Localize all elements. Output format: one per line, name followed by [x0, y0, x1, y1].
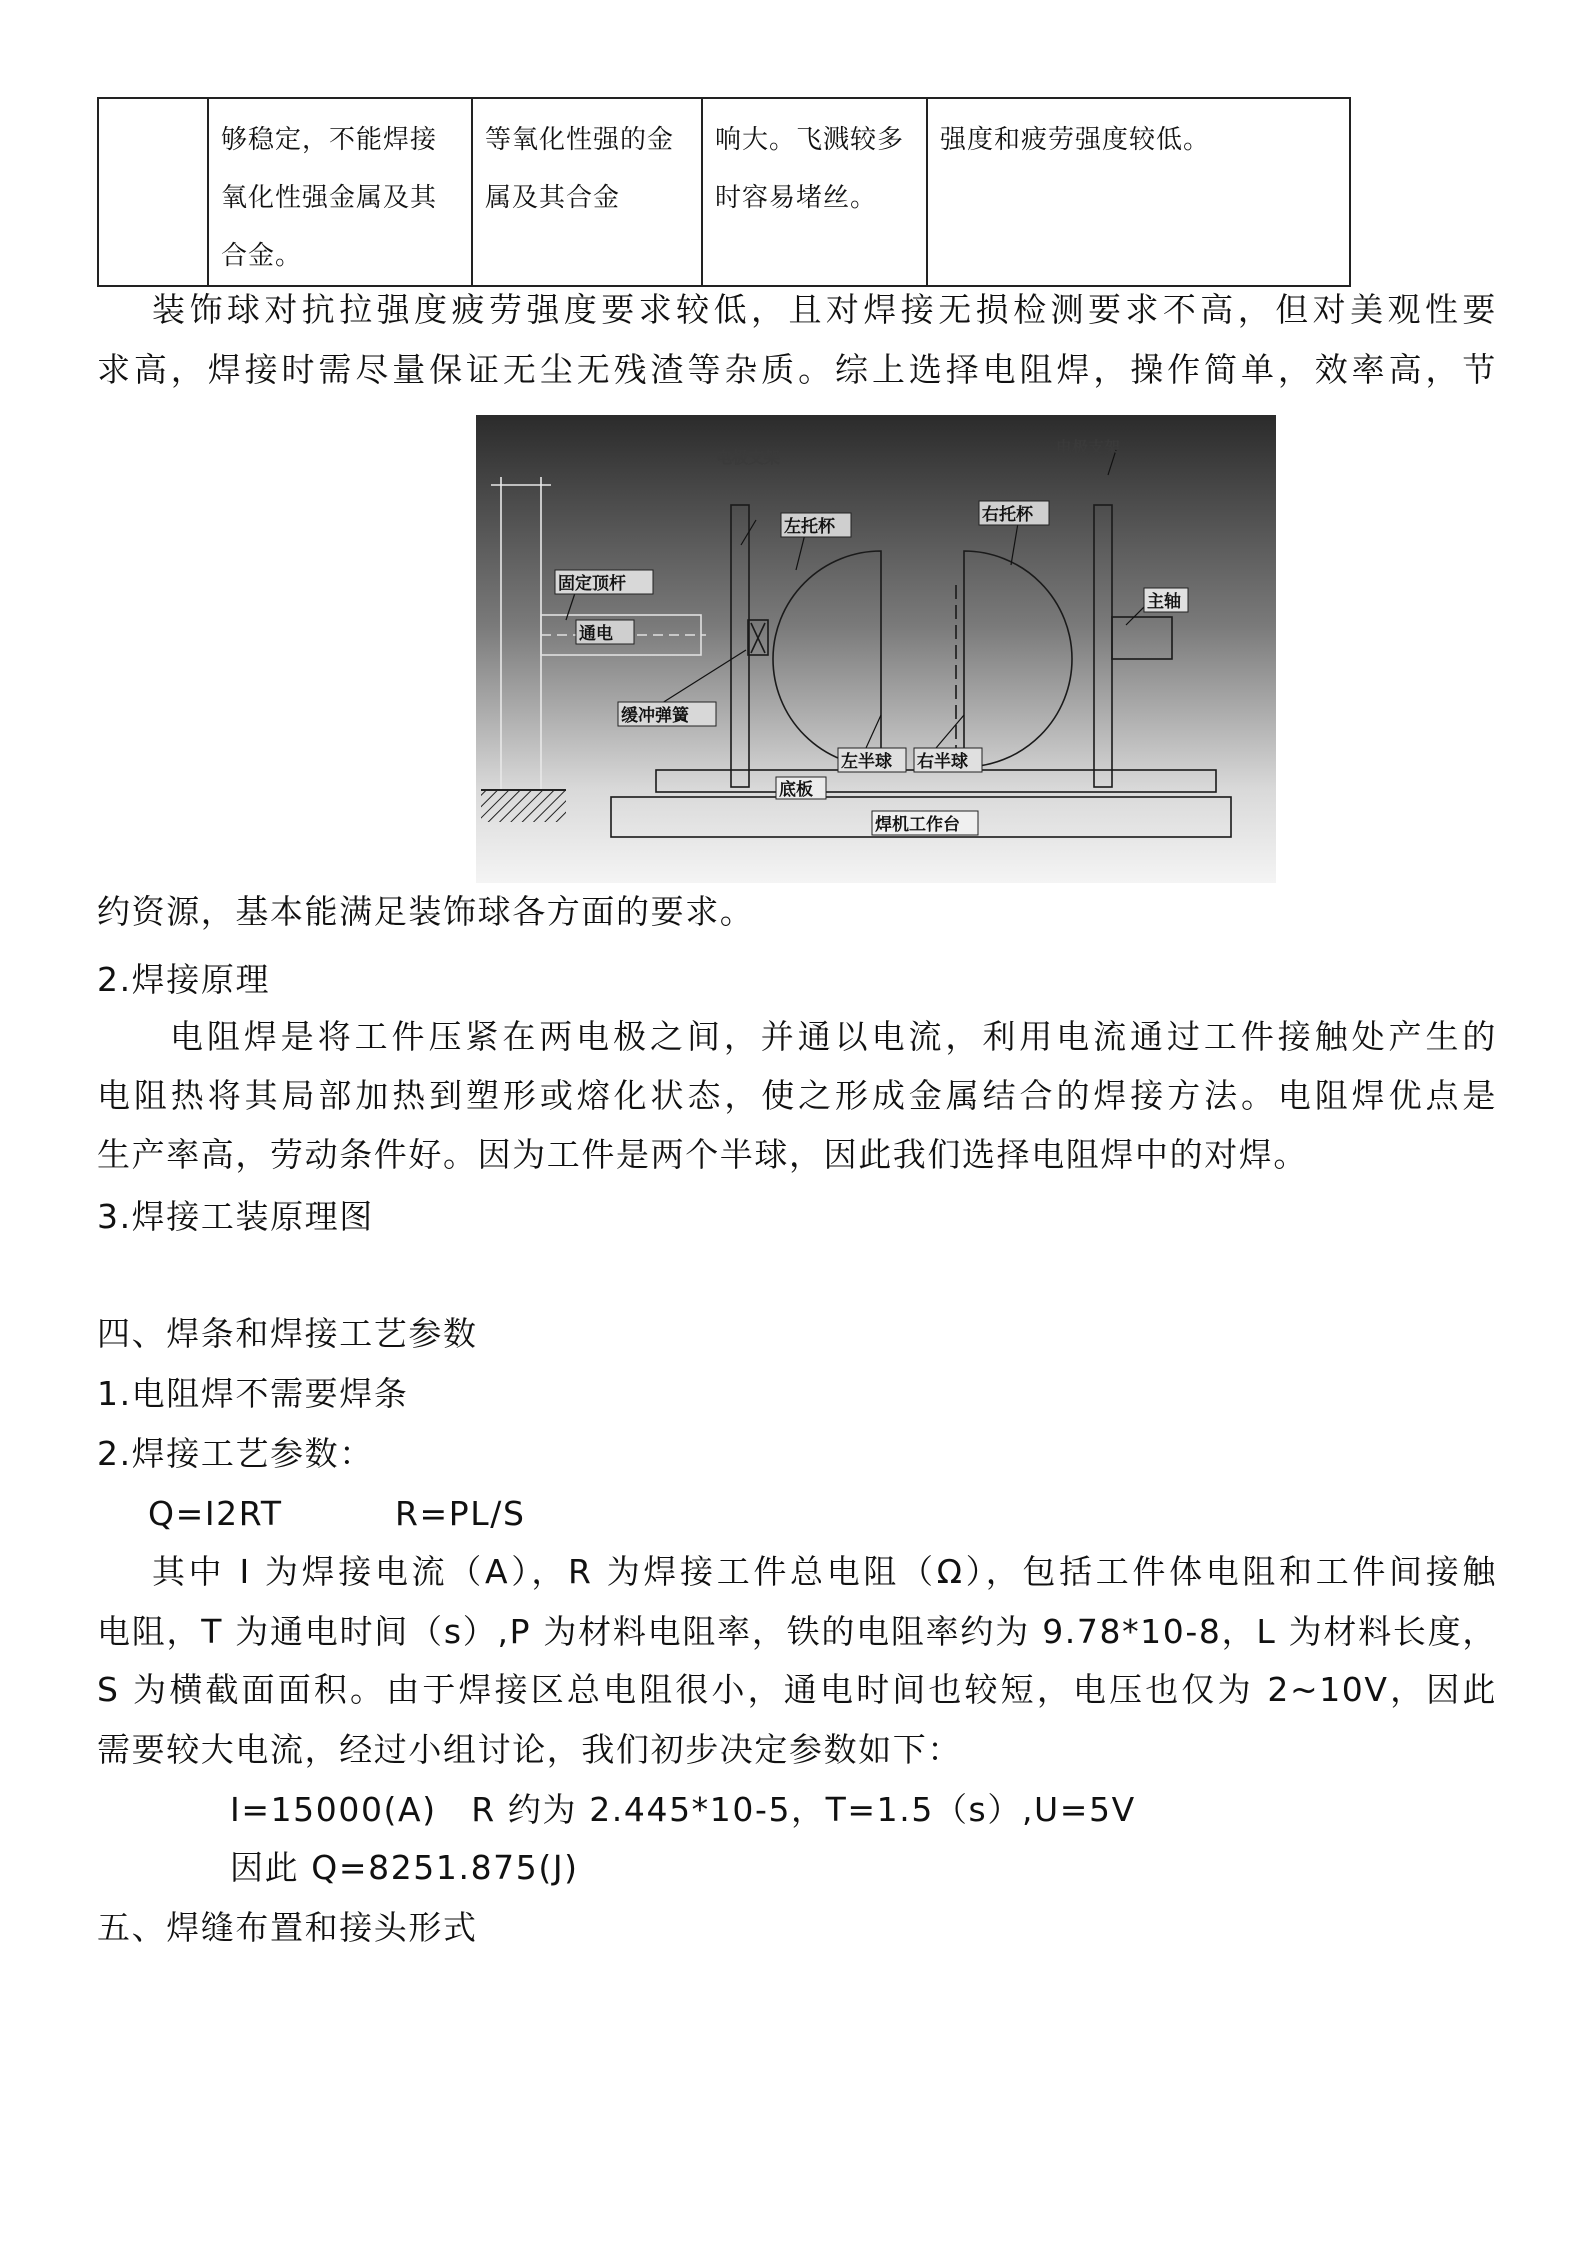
formula: Q=I2RT [148, 1494, 283, 1533]
paragraph-line: 电阻焊是将工件压紧在两电极之间，并通以电流，利用电流通过工件接触处产生的 [170, 1017, 1497, 1056]
formula: R=PL/S [395, 1494, 526, 1533]
paragraph-line: 装饰球对抗拉强度疲劳强度要求较低，且对焊接无损检测要求不高，但对美观性要 [152, 290, 1497, 329]
parameters-line: I=15000(A) R 约为 2.445*10-5，T=1.5（s）,U=5V [230, 1790, 1136, 1829]
paragraph-line: 其中 I 为焊接电流（A），R 为焊接工件总电阻（Ω），包括工件体电阻和工件间接触 [152, 1552, 1497, 1591]
label-buffer-spring: 缓冲弹簧 [621, 706, 689, 726]
label-left-post: 电极支架 [716, 448, 781, 467]
paragraph-line: 求高，焊接时需尽量保证无尘无残渣等杂质。综上选择电阻焊，操作简单，效率高，节 [97, 350, 1497, 389]
paragraph-line: 生产率高，劳动条件好。因为工件是两个半球，因此我们选择电阻焊中的对焊。 [97, 1135, 1308, 1174]
label-main-shaft: 主轴 [1147, 592, 1181, 612]
list-item: 2.焊接工艺参数： [97, 1434, 374, 1473]
paragraph-line: 电阻，T 为通电时间（s）,P 为材料电阻率，铁的电阻率约为 9.78*10-8，L 为材料长度， [97, 1612, 1497, 1651]
paragraph-line: 约资源，基本能满足装饰球各方面的要求。 [97, 892, 755, 931]
paragraph-line: 需要较大电流，经过小组讨论，我们初步决定参数如下： [97, 1730, 962, 1769]
label-fixed-rod: 固定顶杆 [558, 574, 626, 594]
table-row [98, 98, 1350, 286]
list-item: 1.电阻焊不需要焊条 [97, 1374, 409, 1413]
label-right-holder: 右托杯 [982, 505, 1033, 525]
table-cell: 强度和疲劳强度较低。 [927, 98, 1350, 286]
table-cell: 够稳定，不能焊接氧化性强金属及其合金。 [208, 98, 472, 286]
label-left-holder: 左托杯 [784, 517, 835, 537]
table-cell: 等氧化性强的金属及其合金 [472, 98, 702, 286]
label-power: 通电 [579, 624, 613, 644]
section-heading: 3.焊接工装原理图 [97, 1197, 374, 1236]
ground-hatch [481, 790, 566, 822]
result-line: 因此 Q=8251.875(J) [230, 1848, 579, 1887]
paragraph-line: S 为横截面面积。由于焊接区总电阻很小，通电时间也较短，电压也仅为 2~10V，因此 [97, 1670, 1497, 1709]
comparison-table-fragment [97, 97, 1351, 287]
label-right-hemisphere: 右半球 [917, 752, 968, 772]
label-left-hemisphere: 左半球 [841, 752, 892, 772]
welding-fixture-diagram [476, 415, 1276, 883]
section-heading: 五、焊缝布置和接头形式 [97, 1908, 478, 1947]
table-cell: 响大。飞溅较多时容易堵丝。 [702, 98, 927, 286]
label-base-plate: 底板 [779, 780, 813, 800]
paragraph-line: 电阻热将其局部加热到塑形或熔化状态，使之形成金属结合的焊接方法。电阻焊优点是 [97, 1076, 1497, 1115]
section-heading: 2.焊接原理 [97, 960, 271, 999]
section-heading: 四、焊条和焊接工艺参数 [97, 1314, 478, 1353]
label-welder-table: 焊机工作台 [875, 815, 960, 835]
table-cell-empty [98, 98, 208, 286]
label-right-post: 电极支架 [1056, 438, 1121, 457]
